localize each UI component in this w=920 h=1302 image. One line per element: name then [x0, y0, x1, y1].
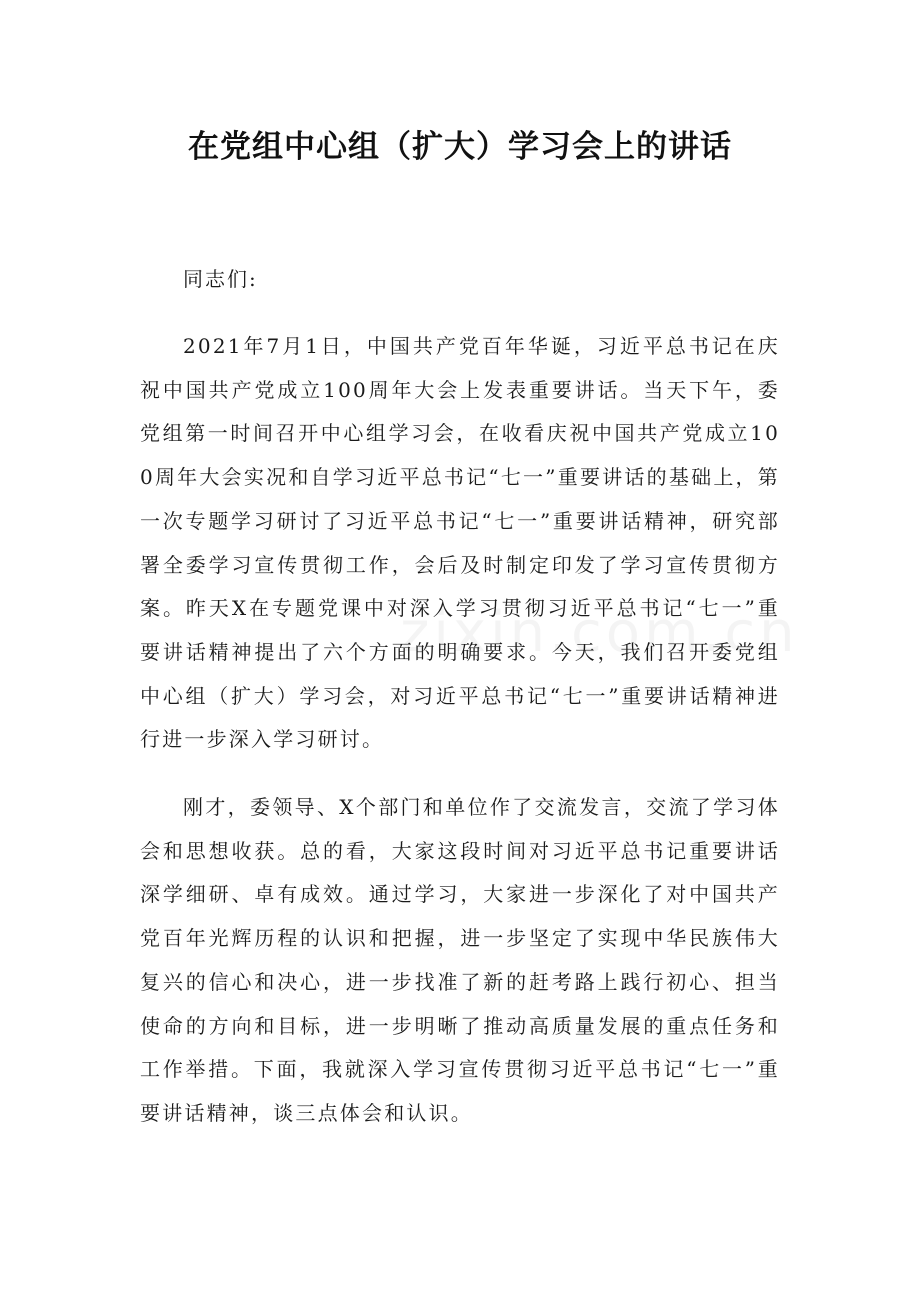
document-title: 在党组中心组（扩大）学习会上的讲话 [188, 129, 732, 165]
paragraph-1: 2021年7月1日，中国共产党百年华诞，习近平总书记在庆祝中国共产党成立100周年大会上发表重要讲话。当天下午，委党组第一时间召开中心组学习会，在收看庆祝中国共产党成立100周年大会实况和自学习近平总书记“七一”重要讲话的基础上，第一次专题学习研讨了习近平总书记“七一”重要讲话精神，研究部署全委学习宣传贯彻工作，会后及时制定印发了学习宣传贯彻方案。昨天X在专题党课中对深入学习贯彻习近平总书记“七一”重要讲话精神提出了六个方面的明确要求。今天，我们召开委党组中心组（扩大）学习会，对习近平总书记“七一”重要讲话精神进行进一步深入学习研讨。 [140, 334, 780, 752]
paragraph-2: 刚才，委领导、X个部门和单位作了交流发言，交流了学习体会和思想收获。总的看，大家这段时间对习近平总书记重要讲话深学细研、卓有成效。通过学习，大家进一步深化了对中国共产党百年光辉历程的认识和把握，进一步坚定了实现中华民族伟大复兴的信心和决心，进一步找准了新的赶考路上践行初心、担当使命的方向和目标，进一步明晰了推动高质量发展的重点任务和工作举措。下面，我就深入学习宣传贯彻习近平总书记“七一”重要讲话精神，谈三点体会和认识。 [140, 795, 780, 1125]
document-body [140, 258, 780, 1160]
salutation: 同志们: [183, 267, 258, 291]
